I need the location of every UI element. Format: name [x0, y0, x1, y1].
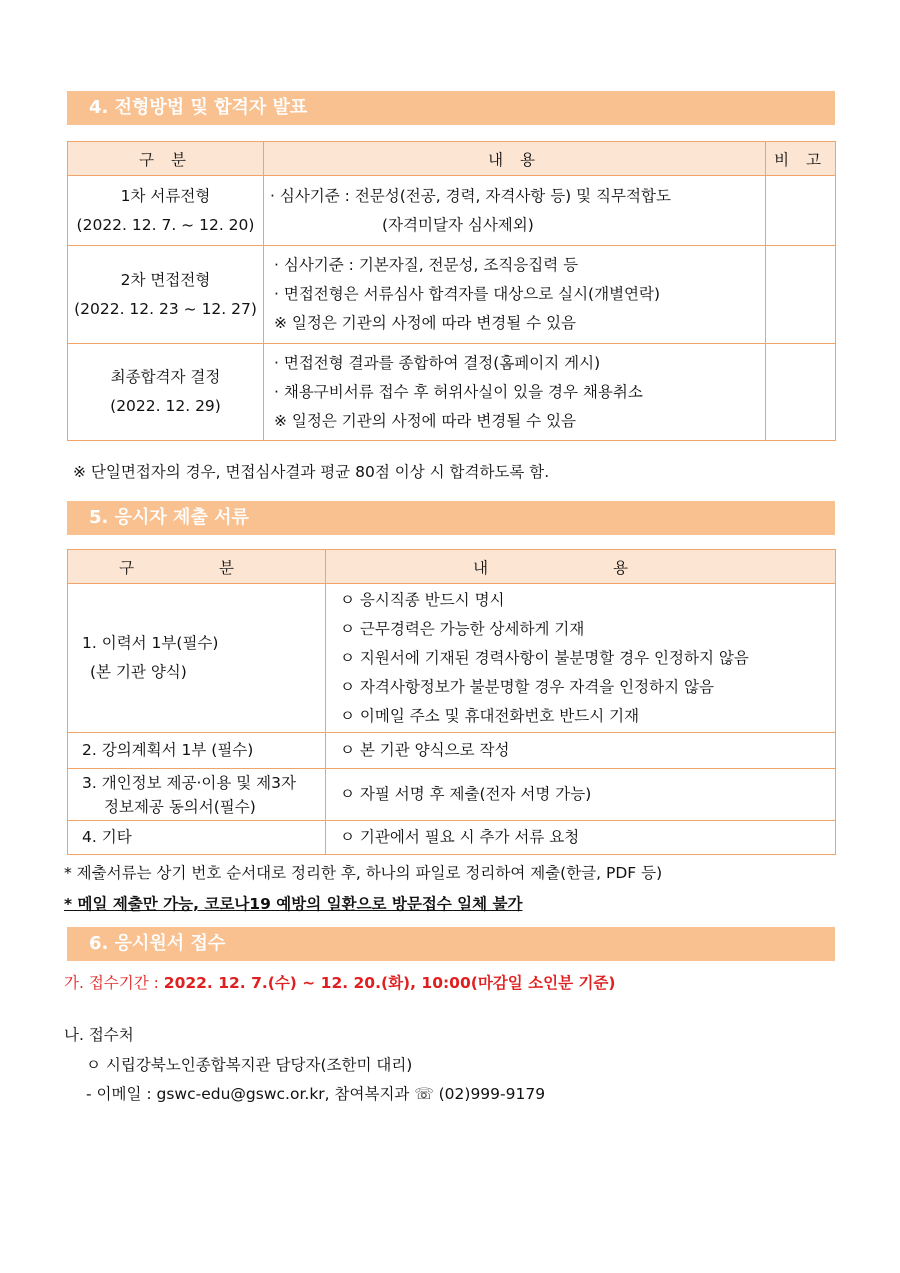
section-5-title: 5. 응시자 제출 서류: [67, 501, 835, 535]
content-line: · 면접전형 결과를 종합하여 결정(홈페이지 게시): [274, 353, 601, 372]
col-header-note: 비 고: [766, 142, 836, 176]
table-row: [68, 176, 836, 246]
table-row: [68, 344, 836, 441]
col-header-category: 구 분: [68, 142, 264, 176]
stage-label: 2차 면접전형: [120, 270, 211, 289]
doc-label: 2. 강의계획서 1부 (필수): [82, 741, 254, 759]
doc-requirement: ㅇ 응시직종 반드시 명시: [340, 590, 505, 609]
place-label: 나. 접수처: [64, 1026, 134, 1044]
content-line: · 심사기준 : 기본자질, 전문성, 조직응집력 등: [274, 256, 579, 274]
stage-period: (2022. 12. 29): [110, 397, 221, 415]
content-line: · 채용구비서류 접수 후 허위사실이 있을 경우 채용취소: [274, 382, 643, 401]
table-row: [68, 584, 836, 733]
stage-label: 최종합격자 결정: [110, 368, 221, 386]
note-cell: [766, 246, 836, 344]
section-4-note: ※ 단일면접자의 경우, 면접심사결과 평균 80점 이상 시 합격하도록 함.: [73, 463, 550, 481]
documents-table: [67, 549, 836, 855]
application-period: [64, 971, 616, 993]
section-6-title: 6. 응시원서 접수: [67, 927, 835, 961]
doc-requirement: ㅇ 본 기관 양식으로 작성: [340, 741, 510, 759]
content-line: ※ 일정은 기관의 사정에 따라 변경될 수 있음: [274, 314, 577, 332]
stage-period: (2022. 12. 7. ~ 12. 20): [76, 215, 255, 234]
table-row: [68, 821, 836, 855]
period-value: 2022. 12. 7.(수) ~ 12. 20.(화), 10:00(마감일 소인분 기준): [163, 974, 616, 992]
table-row: [68, 246, 836, 344]
doc-requirement: ㅇ 자격사항정보가 불분명할 경우 자격을 인정하지 않음: [340, 677, 714, 696]
doc-requirement: ㅇ 자필 서명 후 제출(전자 서명 가능): [340, 785, 592, 803]
section-5-note-2: * 메일 제출만 가능, 코로나19 예방의 일환으로 방문접수 일체 불가: [64, 895, 523, 913]
col-header-content: 내 용: [264, 142, 766, 176]
content-line: (자격미달자 심사제외): [382, 215, 534, 234]
section-5-note-1: * 제출서류는 상기 번호 순서대로 정리한 후, 하나의 파일로 정리하여 제출(한글, PDF 등): [64, 864, 663, 882]
doc-requirement: ㅇ 이메일 주소 및 휴대전화번호 반드시 기재: [340, 706, 640, 725]
note-cell: [766, 344, 836, 441]
content-line: ※ 일정은 기관의 사정에 따라 변경될 수 있음: [274, 411, 577, 430]
table-row: [68, 769, 836, 821]
place-contact-person: ㅇ 시립강북노인종합복지관 담당자(조한미 대리): [86, 1056, 413, 1074]
period-label: 가. 접수기간 :: [64, 974, 164, 992]
col-header-category: 구 분: [68, 550, 326, 584]
doc-requirement: ㅇ 지원서에 기재된 경력사항이 불분명할 경우 인정하지 않음: [340, 648, 749, 667]
stage-label: 1차 서류전형: [120, 186, 211, 205]
content-line: · 면접전형은 서류심사 합격자를 대상으로 실시(개별연락): [274, 285, 661, 303]
note-cell: [766, 176, 836, 246]
stage-period: (2022. 12. 23 ~ 12. 27): [74, 299, 257, 318]
table-row: [68, 733, 836, 769]
doc-label: (본 기관 양식): [90, 663, 187, 681]
doc-label: 3. 개인정보 제공·이용 및 제3자: [82, 773, 296, 792]
section-4-title: 4. 전형방법 및 합격자 발표: [67, 91, 835, 125]
selection-method-table: [67, 141, 836, 441]
doc-requirement: ㅇ 기관에서 필요 시 추가 서류 요청: [340, 828, 580, 846]
place-contact-email: - 이메일 : gswc-edu@gswc.or.kr, 참여복지과 ☏ (02)999-9179: [86, 1085, 546, 1103]
doc-requirement: ㅇ 근무경력은 가능한 상세하게 기재: [340, 619, 585, 638]
content-line: · 심사기준 : 전문성(전공, 경력, 자격사항 등) 및 직무적합도: [270, 186, 671, 205]
col-header-content: 내 용: [326, 550, 836, 584]
doc-label: 정보제공 동의서(필수): [104, 797, 256, 816]
doc-label: 1. 이력서 1부(필수): [82, 634, 219, 652]
doc-label: 4. 기타: [82, 828, 132, 846]
